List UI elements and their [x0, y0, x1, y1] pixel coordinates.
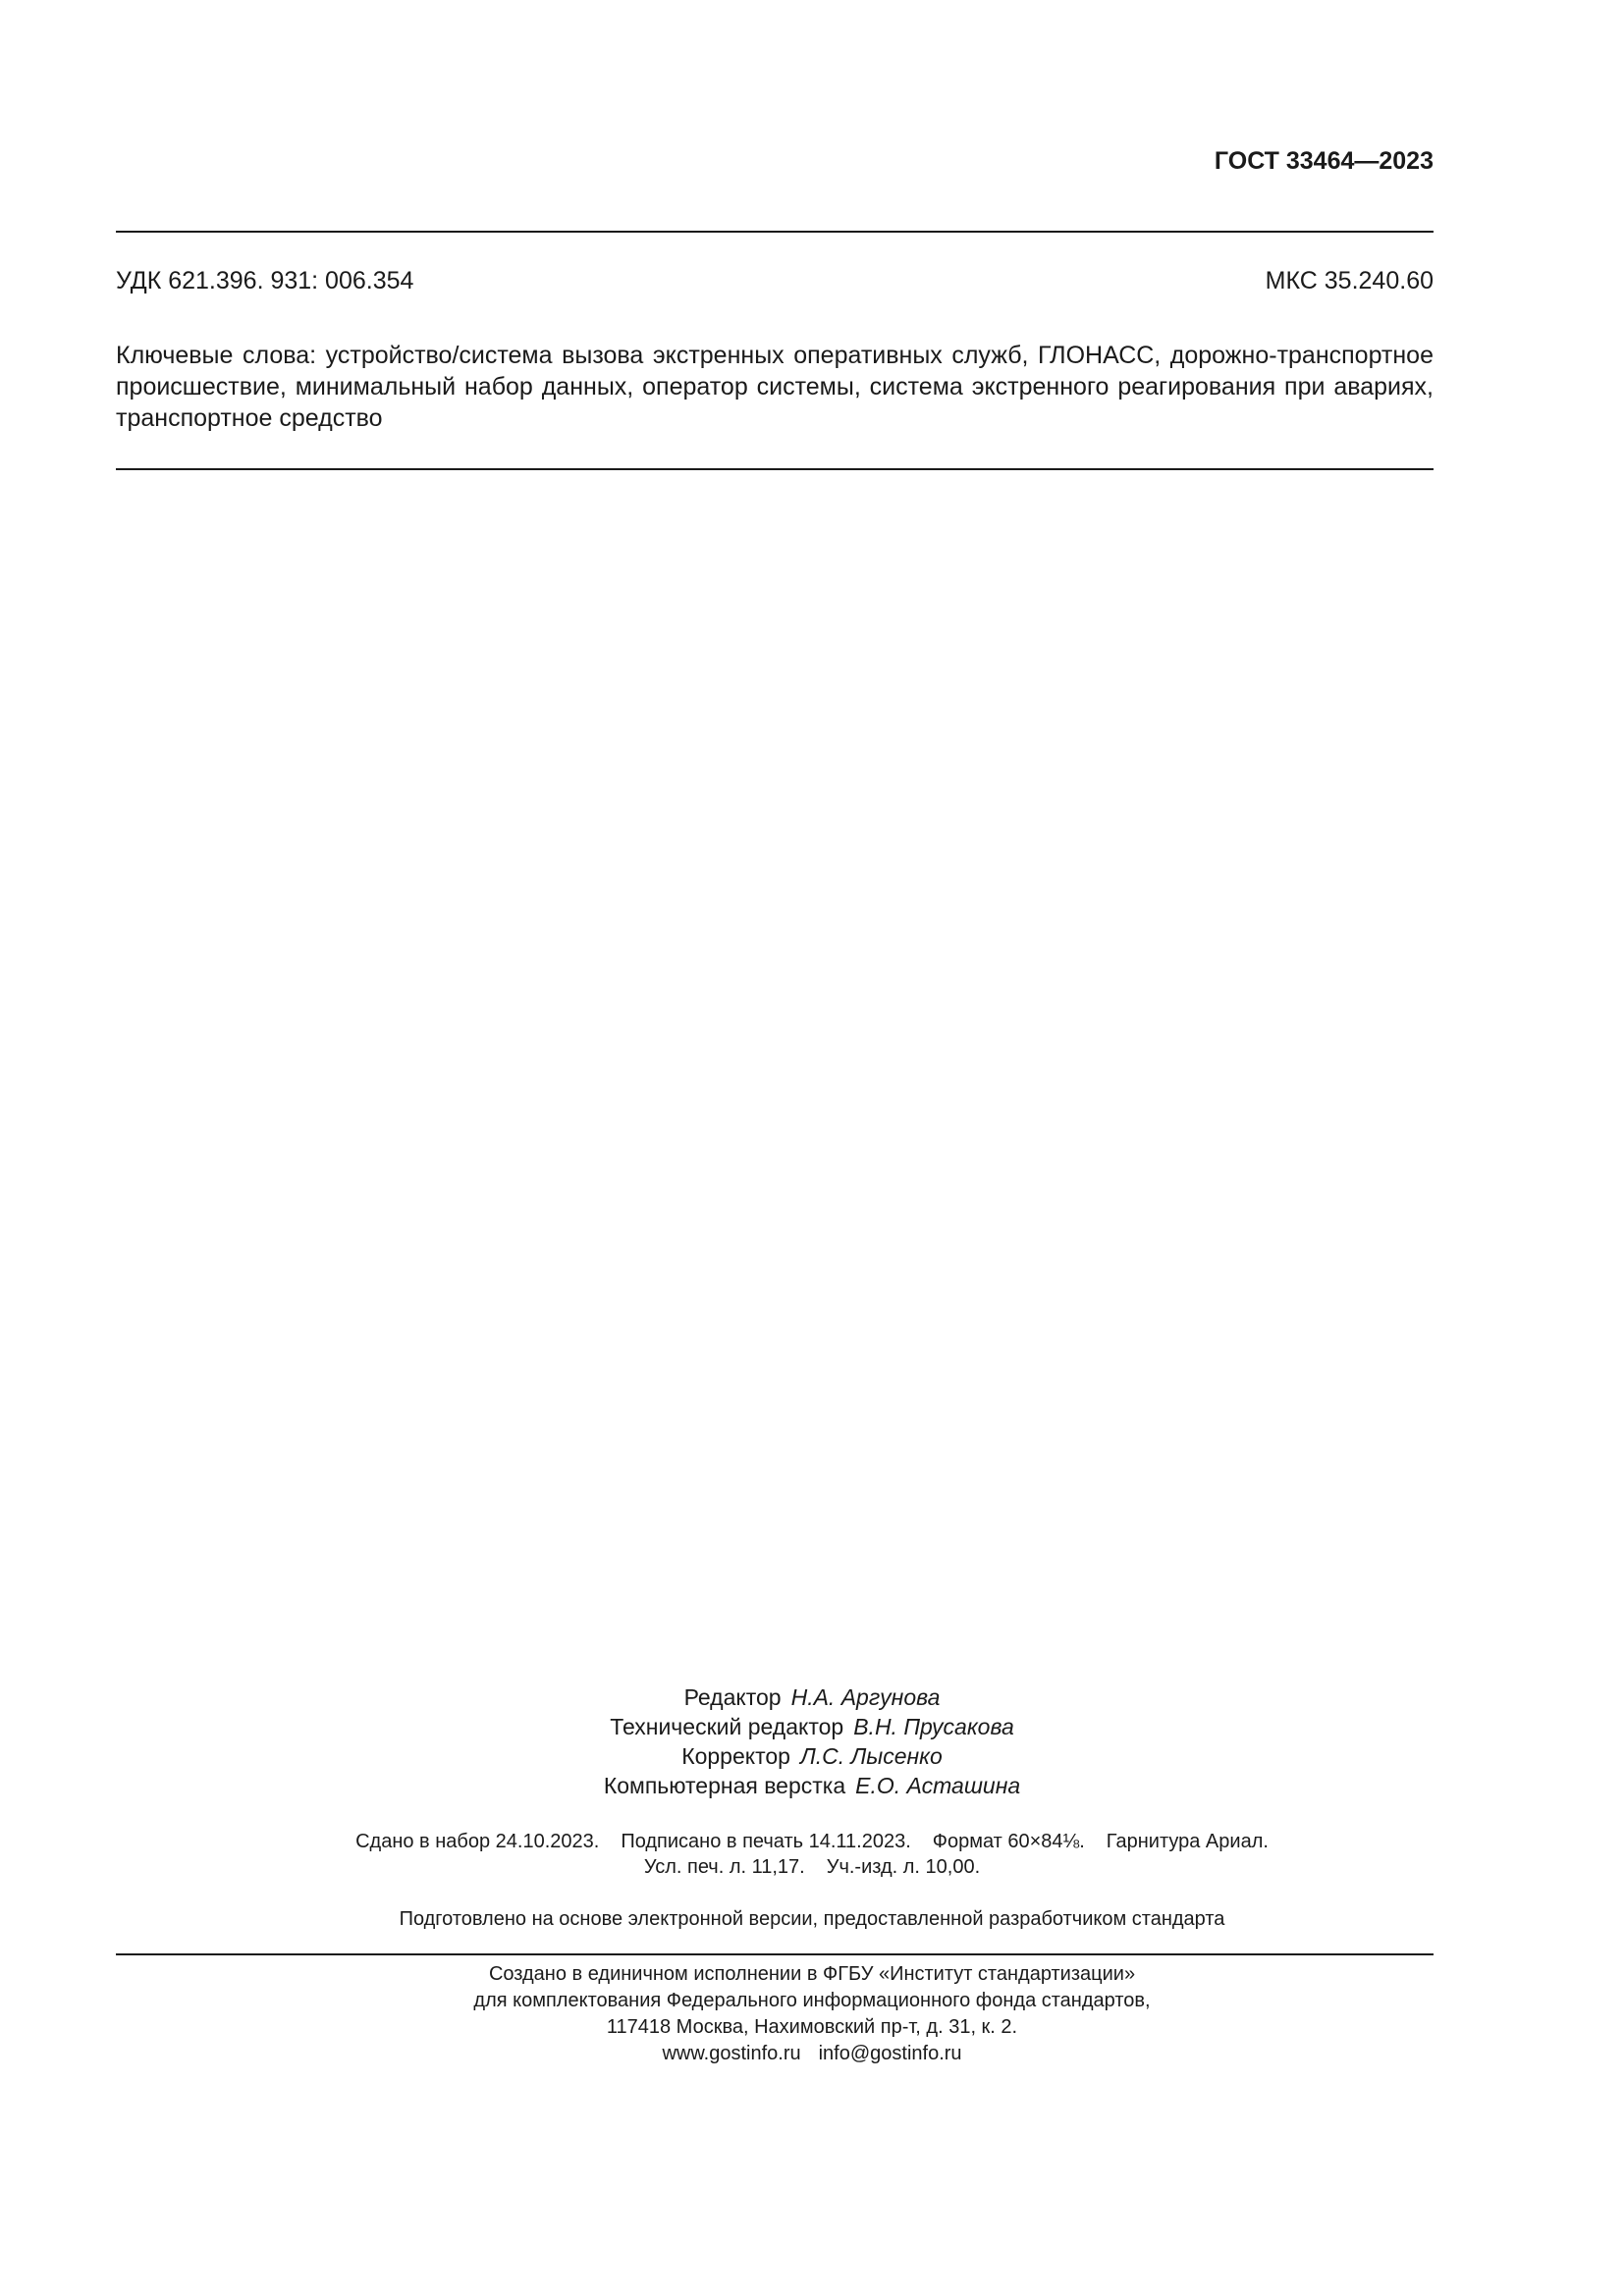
- credit-name: Л.С. Лысенко: [799, 1743, 943, 1769]
- print-sheets: Усл. печ. л. 11,17.: [643, 1856, 805, 1878]
- website-link[interactable]: www.gostinfo.ru: [662, 2043, 801, 2064]
- email-link[interactable]: info@gostinfo.ru: [818, 2043, 962, 2064]
- publisher-sheets: Уч.-изд. л. 10,00.: [826, 1856, 981, 1878]
- credit-role: Корректор: [681, 1743, 790, 1769]
- credit-role: Компьютерная верстка: [603, 1773, 846, 1798]
- udk-code: УДК 621.396. 931: 006.354: [116, 267, 414, 294]
- created-block: [0, 1961, 1624, 2067]
- print-format: Формат 60×84⅛.: [932, 1831, 1085, 1852]
- keywords-divider: [116, 468, 1434, 470]
- credits-block: [0, 1682, 1624, 1800]
- credit-name: Н.А. Аргунова: [790, 1684, 941, 1710]
- footer-divider: [116, 1953, 1434, 1955]
- credit-role: Редактор: [683, 1684, 782, 1710]
- typeset-date: Сдано в набор 24.10.2023.: [355, 1831, 600, 1852]
- credit-layout: [0, 1771, 1624, 1800]
- contacts: [0, 2041, 1624, 2067]
- print-info: [0, 1829, 1624, 1880]
- typeface: Гарнитура Ариал.: [1106, 1831, 1269, 1852]
- created-line-2: для комплектования Федерального информационного фонда стандартов,: [473, 1990, 1151, 2011]
- top-divider: [116, 231, 1434, 233]
- standard-number: ГОСТ 33464—2023: [1214, 147, 1434, 175]
- created-line-1: Создано в единичном исполнении в ФГБУ «Институт стандартизации»: [488, 1963, 1136, 1985]
- created-line-3: 117418 Москва, Нахимовский пр-т, д. 31, к. 2.: [606, 2016, 1018, 2038]
- prepared-note: Подготовлено на основе электронной версии, предоставленной разработчиком стандарта: [399, 1908, 1225, 1930]
- signed-date: Подписано в печать 14.11.2023.: [621, 1831, 911, 1852]
- print-info-line-1: [0, 1829, 1624, 1854]
- mks-code: МКС 35.240.60: [1265, 267, 1434, 294]
- credit-technical-editor: [0, 1712, 1624, 1741]
- credit-proofreader: [0, 1741, 1624, 1771]
- print-info-line-2: [0, 1854, 1624, 1880]
- credit-name: Е.О. Асташина: [855, 1773, 1021, 1798]
- credit-editor: [0, 1682, 1624, 1712]
- keywords-paragraph: Ключевые слова: устройство/система вызова экстренных оперативных служб, ГЛОНАСС, дорожно-транспортное происшествие, минимальный набор данных, оператор системы, система экстренного реагирования при авариях, транспортное средство: [116, 342, 1434, 432]
- credit-name: В.Н. Прусакова: [853, 1714, 1014, 1739]
- credit-role: Технический редактор: [610, 1714, 844, 1739]
